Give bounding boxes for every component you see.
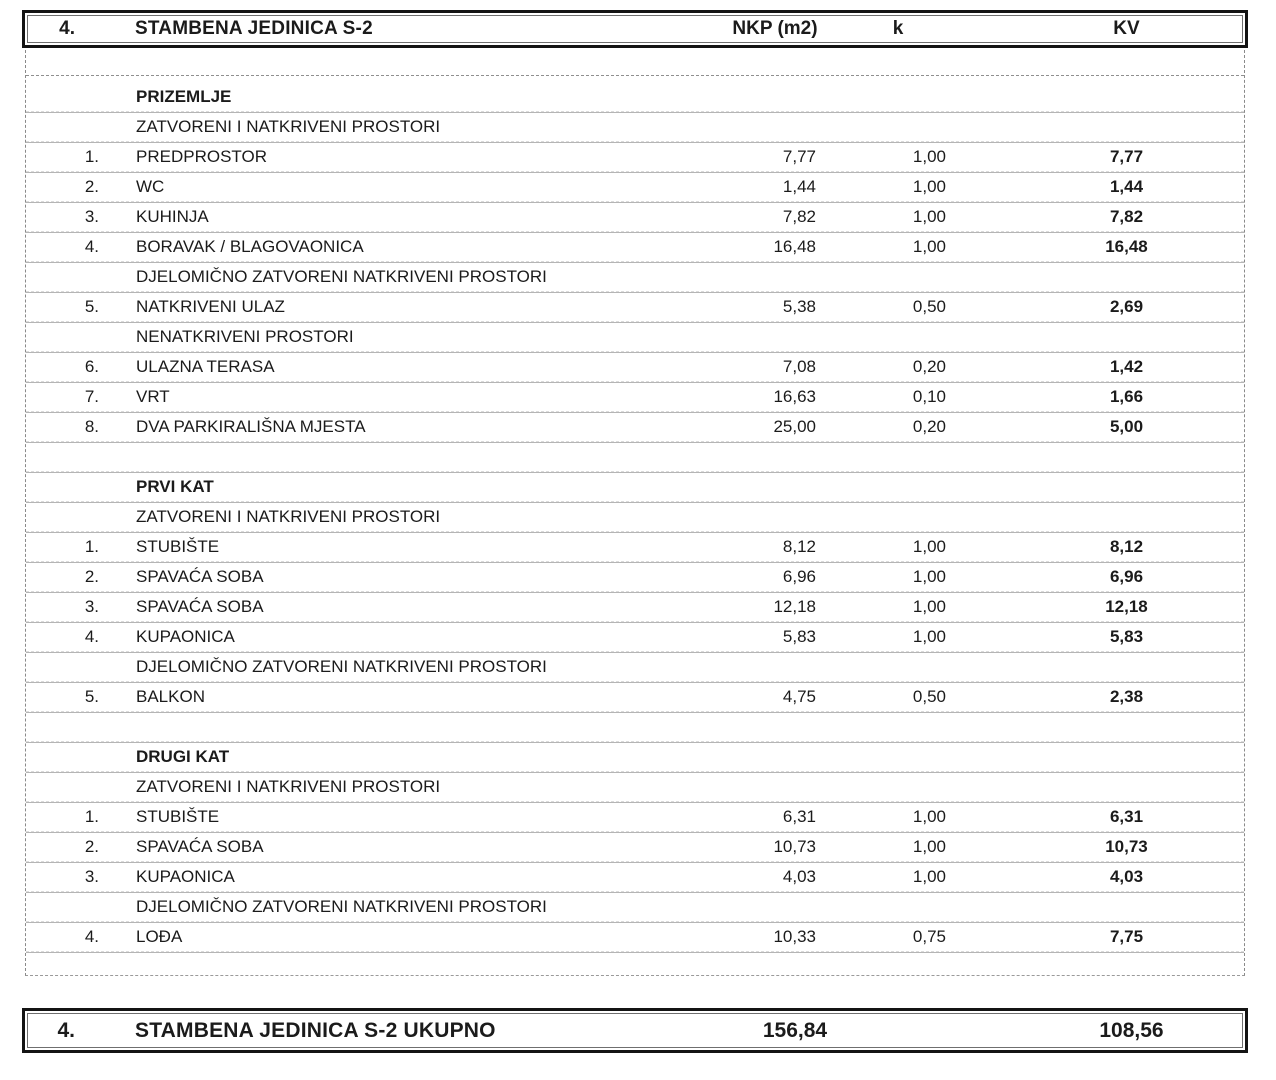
row-name: KUHINJA	[136, 207, 209, 226]
table-row	[26, 802, 1244, 832]
row-kv-value: 1,66	[1109, 387, 1144, 406]
group-label-row	[26, 892, 1244, 922]
row-name: KUPAONICA	[136, 867, 235, 886]
row-k-value: 1,00	[912, 867, 946, 886]
row-kv-value: 7,82	[1109, 207, 1144, 226]
total-kv-value: 108,56	[1099, 1018, 1164, 1042]
row-k-value: 1,00	[912, 627, 946, 646]
row-name: BALKON	[136, 687, 205, 706]
table-row	[26, 562, 1244, 592]
row-kv-value: 6,31	[1109, 807, 1144, 826]
table-row	[26, 382, 1244, 412]
group-label-row	[26, 772, 1244, 802]
row-kv-value: 1,42	[1109, 357, 1144, 376]
row-k-value: 1,00	[912, 177, 946, 196]
row-name: SPAVAĆA SOBA	[136, 567, 264, 586]
column-header-nkp: NKP (m2)	[732, 18, 818, 39]
row-number: 3.	[84, 867, 99, 886]
row-name: DRUGI KAT	[136, 747, 230, 766]
row-name: ZATVORENI I NATKRIVENI PROSTORI	[136, 507, 441, 526]
table-row	[26, 832, 1244, 862]
group-label-row	[26, 322, 1244, 352]
table-row	[26, 862, 1244, 892]
row-name: WC	[136, 177, 165, 196]
table-row	[26, 622, 1244, 652]
row-number: 3.	[84, 207, 99, 226]
row-name: DJELOMIČNO ZATVORENI NATKRIVENI PROSTORI	[136, 657, 547, 676]
row-kv-value: 5,00	[1109, 417, 1144, 436]
row-nkp-value: 6,31	[782, 807, 816, 826]
row-k-value: 0,50	[912, 687, 946, 706]
row-number: 4.	[84, 237, 99, 256]
column-header-k: k	[892, 18, 904, 39]
row-kv-value: 2,38	[1109, 687, 1144, 706]
row-nkp-value: 8,12	[782, 537, 816, 556]
section-title-row	[26, 742, 1244, 772]
row-number: 2.	[84, 567, 99, 586]
header-unit-title: STAMBENA JEDINICA S-2	[135, 18, 373, 39]
row-number: 1.	[84, 147, 99, 166]
row-kv-value: 4,03	[1109, 867, 1144, 886]
row-nkp-value: 10,33	[773, 927, 816, 946]
table-row	[26, 412, 1244, 442]
row-k-value: 1,00	[912, 207, 946, 226]
row-name: PRIZEMLJE	[136, 86, 232, 106]
row-kv-value: 2,69	[1109, 297, 1144, 316]
row-nkp-value: 6,96	[782, 567, 816, 586]
row-nkp-value: 1,44	[782, 177, 816, 196]
table-row	[26, 922, 1244, 952]
table-total-bar	[22, 1008, 1248, 1053]
table-row	[26, 532, 1244, 562]
row-name: PRVI KAT	[136, 477, 214, 496]
body-top-rule	[26, 50, 1244, 76]
row-k-value: 0,50	[912, 297, 946, 316]
table-row	[26, 232, 1244, 262]
section-title-row	[26, 82, 1244, 112]
group-label-row	[26, 502, 1244, 532]
row-name: DJELOMIČNO ZATVORENI NATKRIVENI PROSTORI	[136, 897, 547, 916]
row-nkp-value: 16,48	[773, 237, 816, 256]
column-header-kv: KV	[1113, 18, 1140, 39]
table-row	[26, 352, 1244, 382]
total-label: STAMBENA JEDINICA S-2 UKUPNO	[135, 1018, 496, 1042]
row-nkp-value: 4,03	[782, 867, 816, 886]
row-nkp-value: 7,77	[782, 147, 816, 166]
row-name: KUPAONICA	[136, 627, 235, 646]
row-nkp-value: 5,83	[782, 627, 816, 646]
row-kv-value: 5,83	[1109, 627, 1144, 646]
row-k-value: 1,00	[912, 837, 946, 856]
row-k-value: 1,00	[912, 537, 946, 556]
row-k-value: 0,10	[912, 387, 946, 406]
table-row	[26, 682, 1244, 712]
row-kv-value: 16,48	[1105, 237, 1148, 256]
row-kv-value: 6,96	[1109, 567, 1144, 586]
row-name: PREDPROSTOR	[136, 147, 267, 166]
row-k-value: 1,00	[912, 807, 946, 826]
row-k-value: 1,00	[912, 237, 946, 256]
area-table-body	[25, 50, 1245, 976]
row-k-value: 1,00	[912, 147, 946, 166]
row-name: BORAVAK / BLAGOVAONICA	[136, 237, 364, 256]
row-number: 2.	[84, 177, 99, 196]
row-name: DJELOMIČNO ZATVORENI NATKRIVENI PROSTORI	[136, 267, 547, 286]
spacer-row	[26, 712, 1244, 742]
spacer-row	[26, 442, 1244, 472]
row-name: SPAVAĆA SOBA	[136, 837, 264, 856]
row-kv-value: 12,18	[1105, 597, 1148, 616]
row-number: 7.	[84, 387, 99, 406]
row-number: 4.	[84, 627, 99, 646]
table-header-bar	[22, 10, 1248, 48]
row-number: 6.	[84, 357, 99, 376]
row-nkp-value: 7,82	[782, 207, 816, 226]
row-number: 1.	[84, 537, 99, 556]
row-name: STUBIŠTE	[136, 807, 220, 826]
row-kv-value: 8,12	[1109, 537, 1144, 556]
row-number: 2.	[84, 837, 99, 856]
row-number: 8.	[84, 417, 99, 436]
row-number: 5.	[84, 297, 99, 316]
group-label-row	[26, 262, 1244, 292]
total-nkp-value: 156,84	[762, 1018, 828, 1042]
total-unit-number: 4.	[57, 1018, 75, 1042]
row-name: VRT	[136, 387, 170, 406]
row-number: 4.	[84, 927, 99, 946]
row-name: SPAVAĆA SOBA	[136, 597, 264, 616]
row-number: 3.	[84, 597, 99, 616]
row-nkp-value: 4,75	[782, 687, 816, 706]
row-name: STUBIŠTE	[136, 537, 220, 556]
table-row	[26, 202, 1244, 232]
row-nkp-value: 10,73	[773, 837, 816, 856]
row-nkp-value: 7,08	[782, 357, 816, 376]
row-number: 5.	[84, 687, 99, 706]
row-name: ULAZNA TERASA	[136, 357, 275, 376]
row-k-value: 1,00	[912, 567, 946, 586]
row-nkp-value: 12,18	[773, 597, 816, 616]
row-kv-value: 10,73	[1105, 837, 1148, 856]
row-name: NENATKRIVENI PROSTORI	[136, 327, 354, 346]
row-kv-value: 7,75	[1109, 927, 1144, 946]
row-name: ZATVORENI I NATKRIVENI PROSTORI	[136, 117, 441, 136]
row-k-value: 1,00	[912, 597, 946, 616]
row-name: LOĐA	[136, 927, 183, 946]
row-nkp-value: 16,63	[773, 387, 816, 406]
row-name: ZATVORENI I NATKRIVENI PROSTORI	[136, 777, 441, 796]
group-label-row	[26, 112, 1244, 142]
row-name: NATKRIVENI ULAZ	[136, 297, 285, 316]
row-nkp-value: 5,38	[782, 297, 816, 316]
row-nkp-value: 25,00	[773, 417, 816, 436]
group-label-row	[26, 652, 1244, 682]
row-kv-value: 7,77	[1109, 147, 1144, 166]
header-unit-number: 4.	[59, 18, 75, 39]
row-k-value: 0,20	[912, 357, 946, 376]
table-row	[26, 172, 1244, 202]
table-row	[26, 592, 1244, 622]
row-kv-value: 1,44	[1109, 177, 1144, 196]
spacer-row	[26, 952, 1244, 976]
row-k-value: 0,75	[912, 927, 946, 946]
row-number: 1.	[84, 807, 99, 826]
row-k-value: 0,20	[912, 417, 946, 436]
table-row	[26, 292, 1244, 322]
row-name: DVA PARKIRALIŠNA MJESTA	[136, 417, 366, 436]
section-title-row	[26, 472, 1244, 502]
table-row	[26, 142, 1244, 172]
